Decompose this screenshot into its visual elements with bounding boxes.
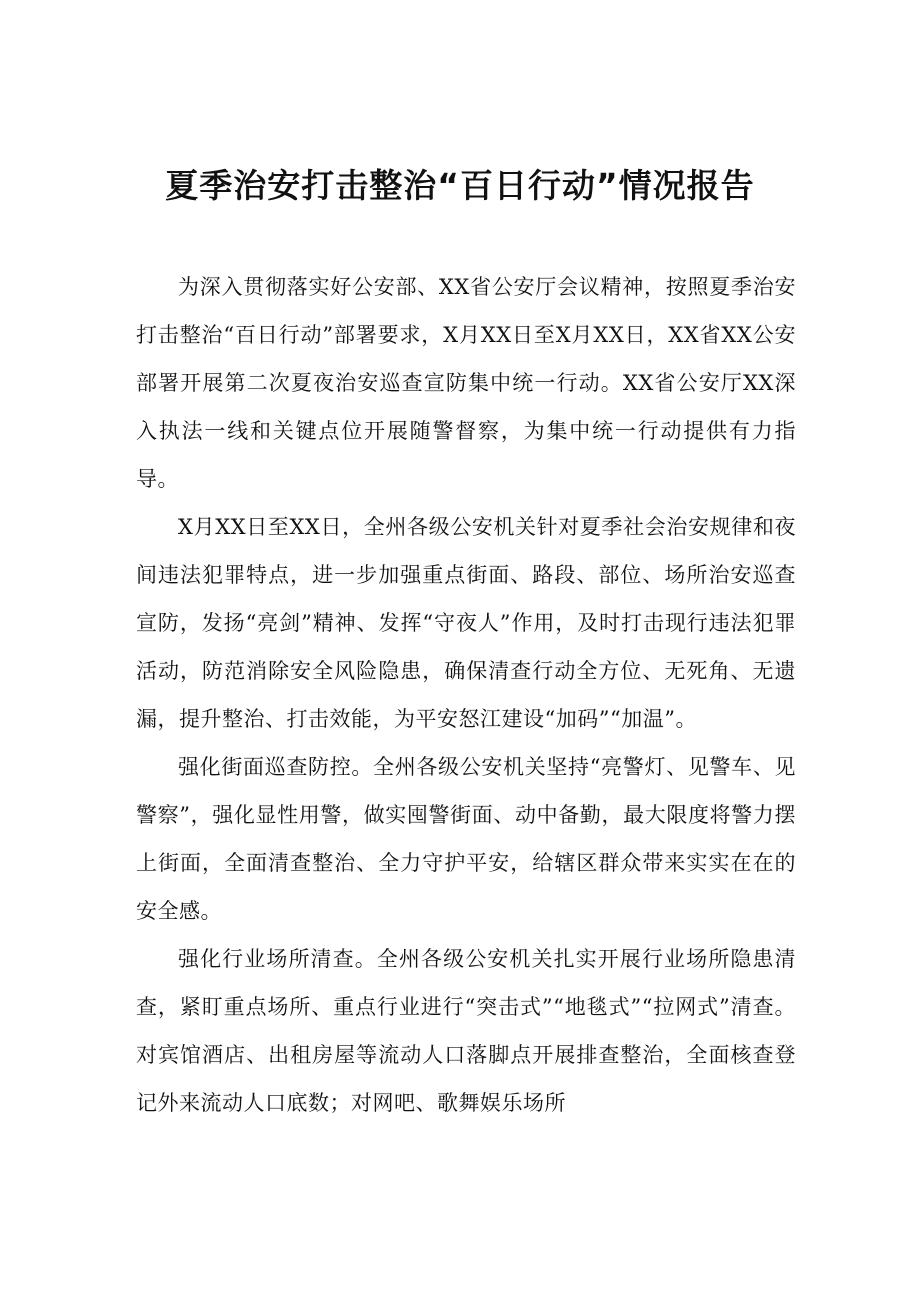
paragraph-overview: X月XX日至XX日，全州各级公安机关针对夏季社会治安规律和夜间违法犯罪特点，进一步加强重点街面、路段、部位、场所治安巡查宣防，发扬“亮剑”精神、发挥“守夜人”作用，及时打击现行违法犯罪活动，防范消除安全风险隐患，确保清查行动全方位、无死角、无遗漏，提升整治、打击效能，为平安怒江建设“加码”“加温”。 xyxy=(136,515,796,731)
document-body xyxy=(136,263,796,1127)
paragraph-venue-inspection: 强化行业场所清查。全州各级公安机关扎实开展行业场所隐患清查，紧盯重点场所、重点行业进行“突击式”“地毯式”“拉网式”清查。对宾馆酒店、出租房屋等流动人口落脚点开展排查整治，全面核查登记外来流动人口底数；对网吧、歌舞娱乐场所 xyxy=(136,947,796,1115)
paragraph-intro: 为深入贯彻落实好公安部、XX省公安厅会议精神，按照夏季治安打击整治“百日行动”部署要求，X月XX日至X月XX日，XX省XX公安部署开展第二次夏夜治安巡查宣防集中统一行动。XX省公安厅XX深入执法一线和关键点位开展随警督察，为集中统一行动提供有力指导。 xyxy=(136,275,796,491)
paragraph-street-patrol: 强化街面巡查防控。全州各级公安机关坚持“亮警灯、见警车、见警察”，强化显性用警，做实囤警街面、动中备勤，最大限度将警力摆上街面，全面清查整治、全力守护平安，给辖区群众带来实实在在的安全感。 xyxy=(136,755,796,923)
document-title: 夏季治安打击整治“百日行动”情况报告 xyxy=(165,166,755,205)
